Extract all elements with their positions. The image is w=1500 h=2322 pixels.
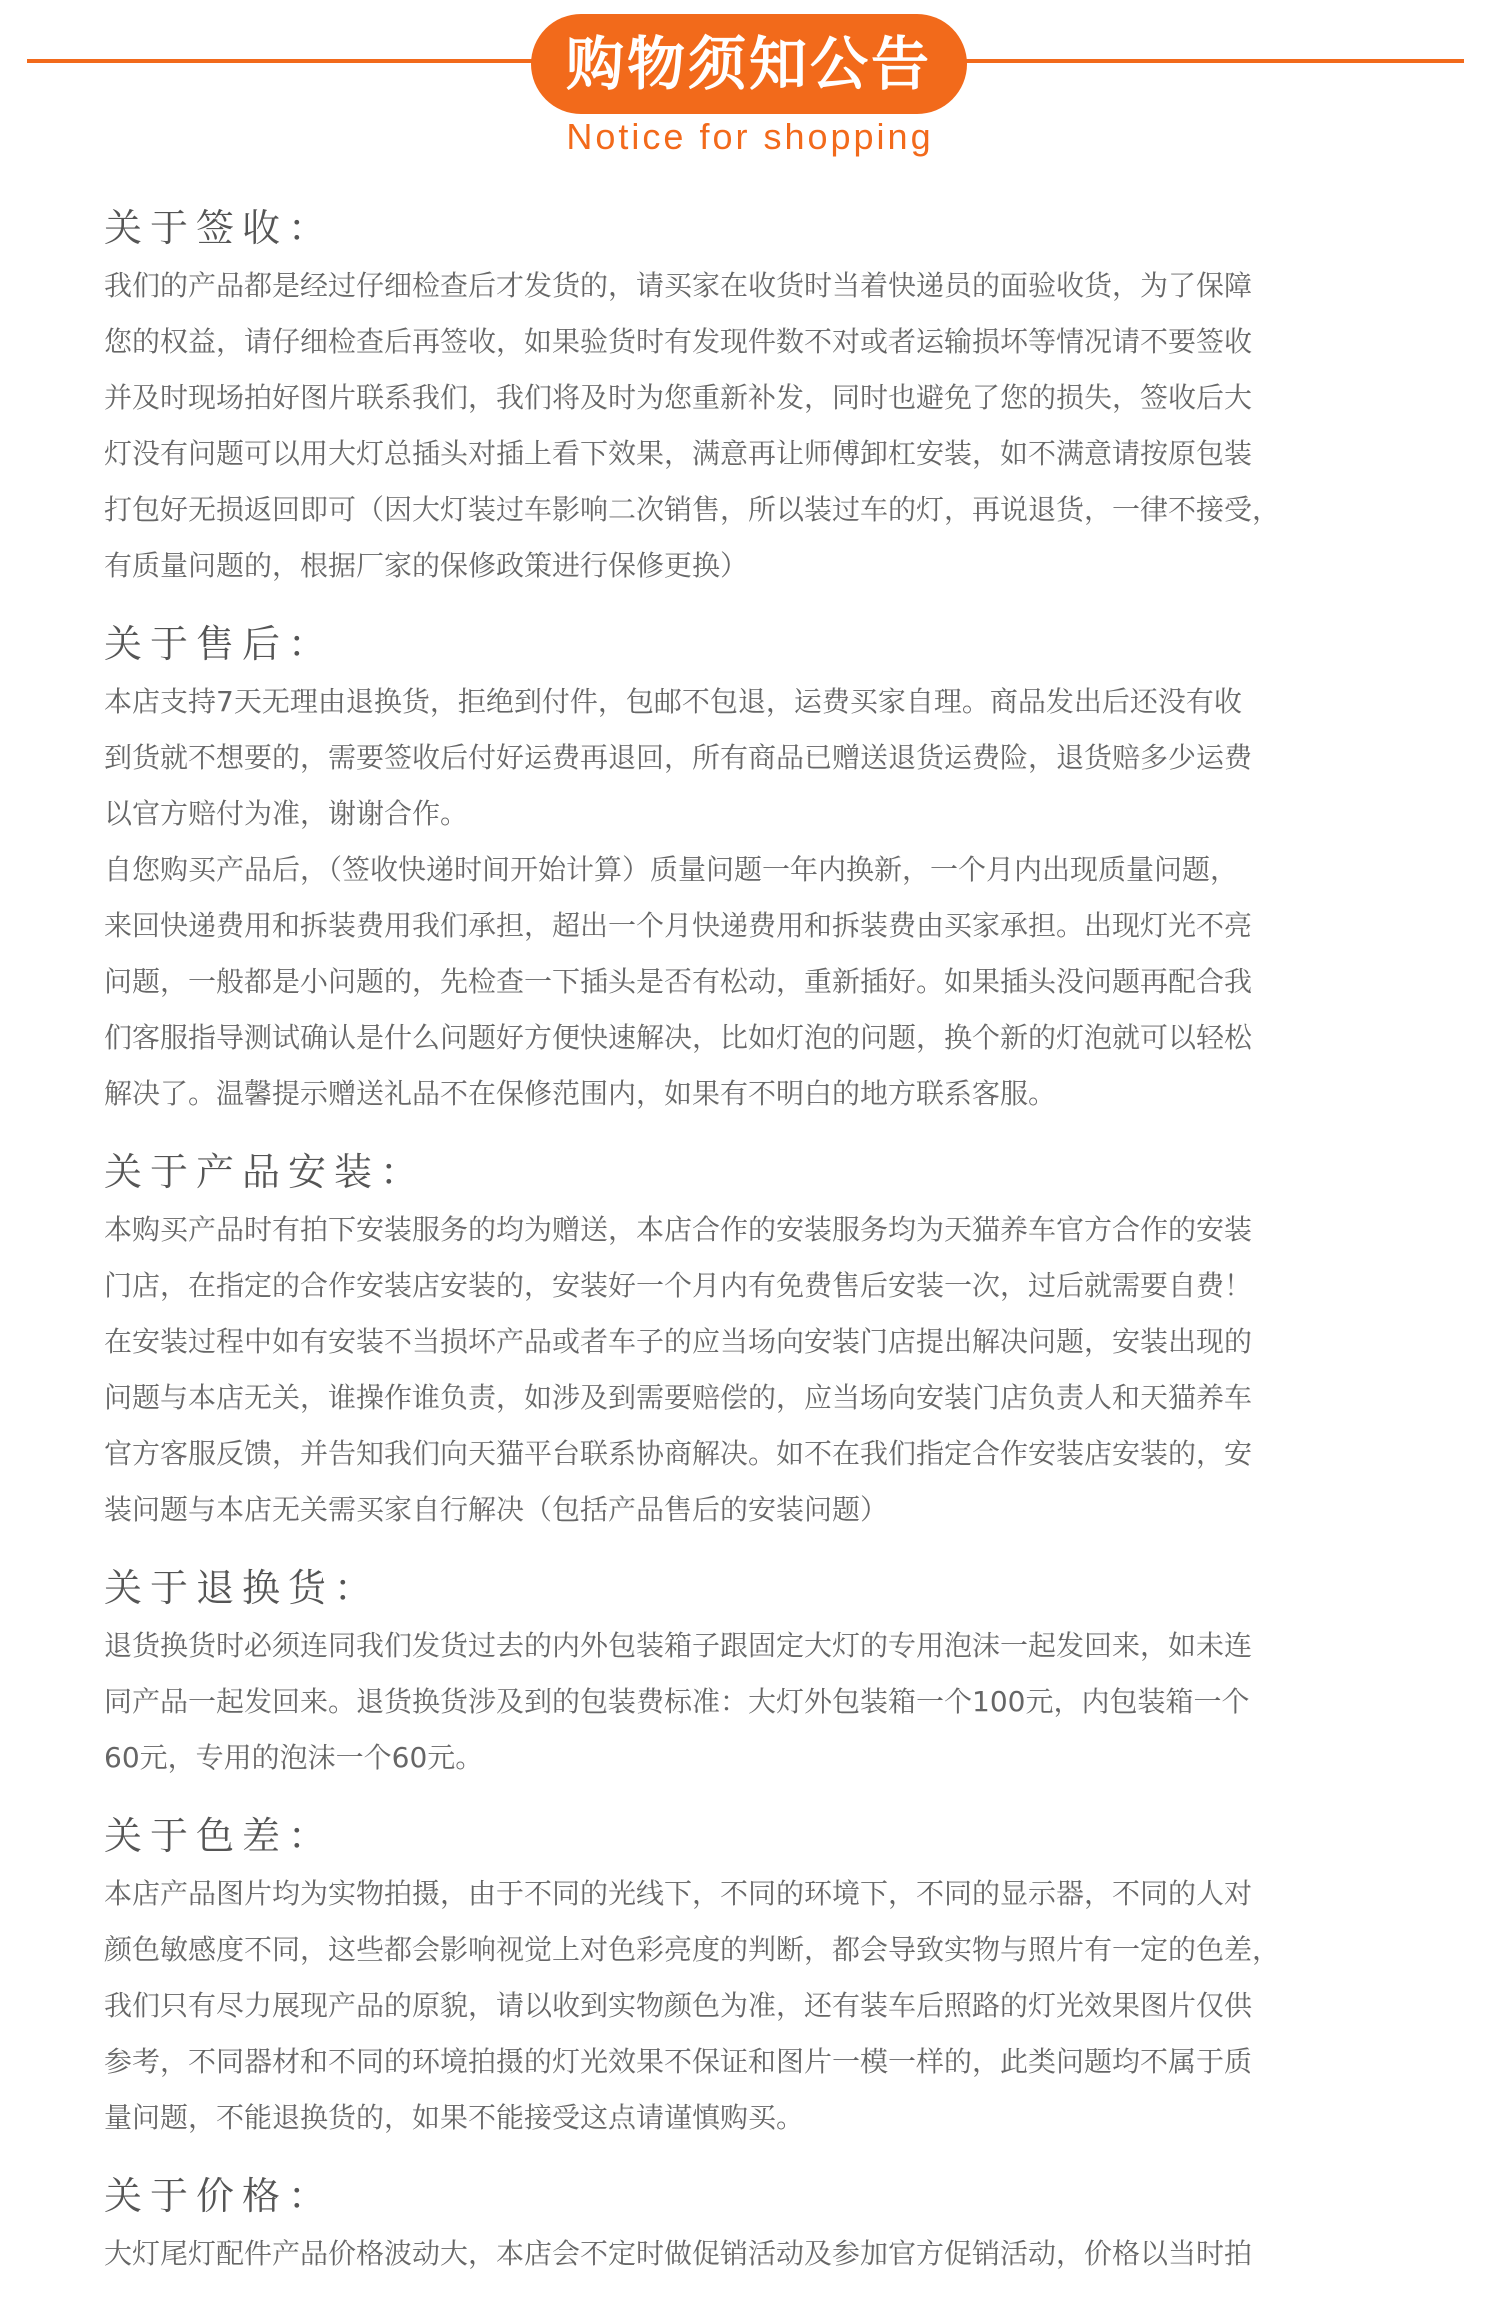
notice-content [104, 198, 1404, 2302]
notice-section [104, 1142, 1404, 1538]
notice-section [104, 614, 1404, 1122]
section-text-line: 解决了。温馨提示赠送礼品不在保修范围内，如果有不明白的地方联系客服。 [104, 1077, 1057, 1110]
section-body [104, 1618, 1404, 1786]
section-text-line: 在安装过程中如有安装不当损坏产品或者车子的应当场向安装门店提出解决问题，安装出现的 [104, 1325, 1253, 1358]
section-heading: 关于签收： [104, 206, 335, 250]
section-heading: 关于产品安装： [104, 1150, 427, 1194]
section-text-line: 来回快递费用和拆装费用我们承担，超出一个月快递费用和拆装费由买家承担。出现灯光不亮 [104, 909, 1253, 942]
notice-section [104, 198, 1404, 594]
section-text-line: 到货就不想要的，需要签收后付好运费再退回，所有商品已赠送退货运费险，退货赔多少运费 [104, 741, 1253, 774]
section-text-line: 本店支持7天无理由退换货，拒绝到付件，包邮不包退，运费买家自理。商品发出后还没有收 [104, 685, 1242, 718]
section-text-line: 参考，不同器材和不同的环境拍摄的灯光效果不保证和图片一模一样的，此类问题均不属于质 [104, 2045, 1253, 2078]
notice-section [104, 1806, 1404, 2146]
notice-section [104, 2166, 1404, 2282]
section-heading: 关于色差： [104, 1814, 335, 1858]
header-divider-left [27, 59, 547, 63]
section-text-line: 以官方赔付为准，谢谢合作。 [104, 797, 469, 830]
notice-section [104, 1558, 1404, 1786]
section-text-line: 灯没有问题可以用大灯总插头对插上看下效果，满意再让师傅卸杠安装，如不满意请按原包装 [104, 437, 1253, 470]
section-body [104, 674, 1404, 1122]
section-text-line: 问题，一般都是小问题的，先检查一下插头是否有松动，重新插好。如果插头没问题再配合我 [104, 965, 1253, 998]
section-text-line: 60元，专用的泡沫一个60元。 [104, 1741, 484, 1774]
section-text-line: 们客服指导测试确认是什么问题好方便快速解决，比如灯泡的问题，换个新的灯泡就可以轻松 [104, 1021, 1253, 1054]
section-text-line: 退货换货时必须连同我们发货过去的内外包装箱子跟固定大灯的专用泡沫一起发回来，如未连 [104, 1629, 1253, 1662]
section-body [104, 258, 1404, 594]
section-text-line: 装问题与本店无关需买家自行解决（包括产品售后的安装问题） [104, 1493, 889, 1526]
section-text-line: 自您购买产品后，（签收快递时间开始计算）质量问题一年内换新，一个月内出现质量问题， [104, 853, 1239, 886]
section-text-line: 您的权益，请仔细检查后再签收，如果验货时有发现件数不对或者运输损坏等情况请不要签收 [104, 325, 1253, 358]
section-heading: 关于退换货： [104, 1566, 381, 1610]
page-subtitle: Notice for shopping [566, 116, 934, 157]
section-text-line: 量问题，不能退换货的，如果不能接受这点请谨慎购买。 [104, 2101, 805, 2134]
page-title: 购物须知公告 [531, 14, 967, 114]
section-text-line: 大灯尾灯配件产品价格波动大，本店会不定时做促销活动及参加官方促销活动，价格以当时拍 [104, 2237, 1253, 2270]
section-body [104, 2226, 1404, 2282]
section-text-line: 我们只有尽力展现产品的原貌，请以收到实物颜色为准，还有装车后照路的灯光效果图片仅供 [104, 1989, 1253, 2022]
section-heading: 关于售后： [104, 622, 335, 666]
section-text-line: 问题与本店无关，谁操作谁负责，如涉及到需要赔偿的，应当场向安装门店负责人和天猫养车 [104, 1381, 1253, 1414]
section-text-line: 门店，在指定的合作安装店安装的，安装好一个月内有免费售后安装一次，过后就需要自费！ [104, 1269, 1253, 1302]
section-text-line: 有质量问题的，根据厂家的保修政策进行保修更换） [104, 549, 749, 582]
section-text-line: 并及时现场拍好图片联系我们，我们将及时为您重新补发，同时也避免了您的损失，签收后大 [104, 381, 1253, 414]
section-body [104, 1866, 1404, 2146]
section-text-line: 本店产品图片均为实物拍摄，由于不同的光线下，不同的环境下，不同的显示器，不同的人对 [104, 1877, 1253, 1910]
section-text-line: 官方客服反馈，并告知我们向天猫平台联系协商解决。如不在我们指定合作安装店安装的，安 [104, 1437, 1253, 1470]
section-heading: 关于价格： [104, 2174, 335, 2218]
section-text-line: 本购买产品时有拍下安装服务的均为赠送，本店合作的安装服务均为天猫养车官方合作的安装 [104, 1213, 1253, 1246]
section-text-line: 打包好无损返回即可（因大灯装过车影响二次销售，所以装过车的灯，再说退货，一律不接受， [104, 493, 1281, 526]
header-divider-right [951, 59, 1464, 63]
section-body [104, 1202, 1404, 1538]
section-text-line: 颜色敏感度不同，这些都会影响视觉上对色彩亮度的判断，都会导致实物与照片有一定的色差， [104, 1933, 1281, 1966]
section-text-line: 同产品一起发回来。退货换货涉及到的包装费标准：大灯外包装箱一个100元，内包装箱一个 [104, 1685, 1250, 1718]
section-text-line: 我们的产品都是经过仔细检查后才发货的，请买家在收货时当着快递员的面验收货，为了保障 [104, 269, 1253, 302]
notice-header [0, 0, 1500, 170]
